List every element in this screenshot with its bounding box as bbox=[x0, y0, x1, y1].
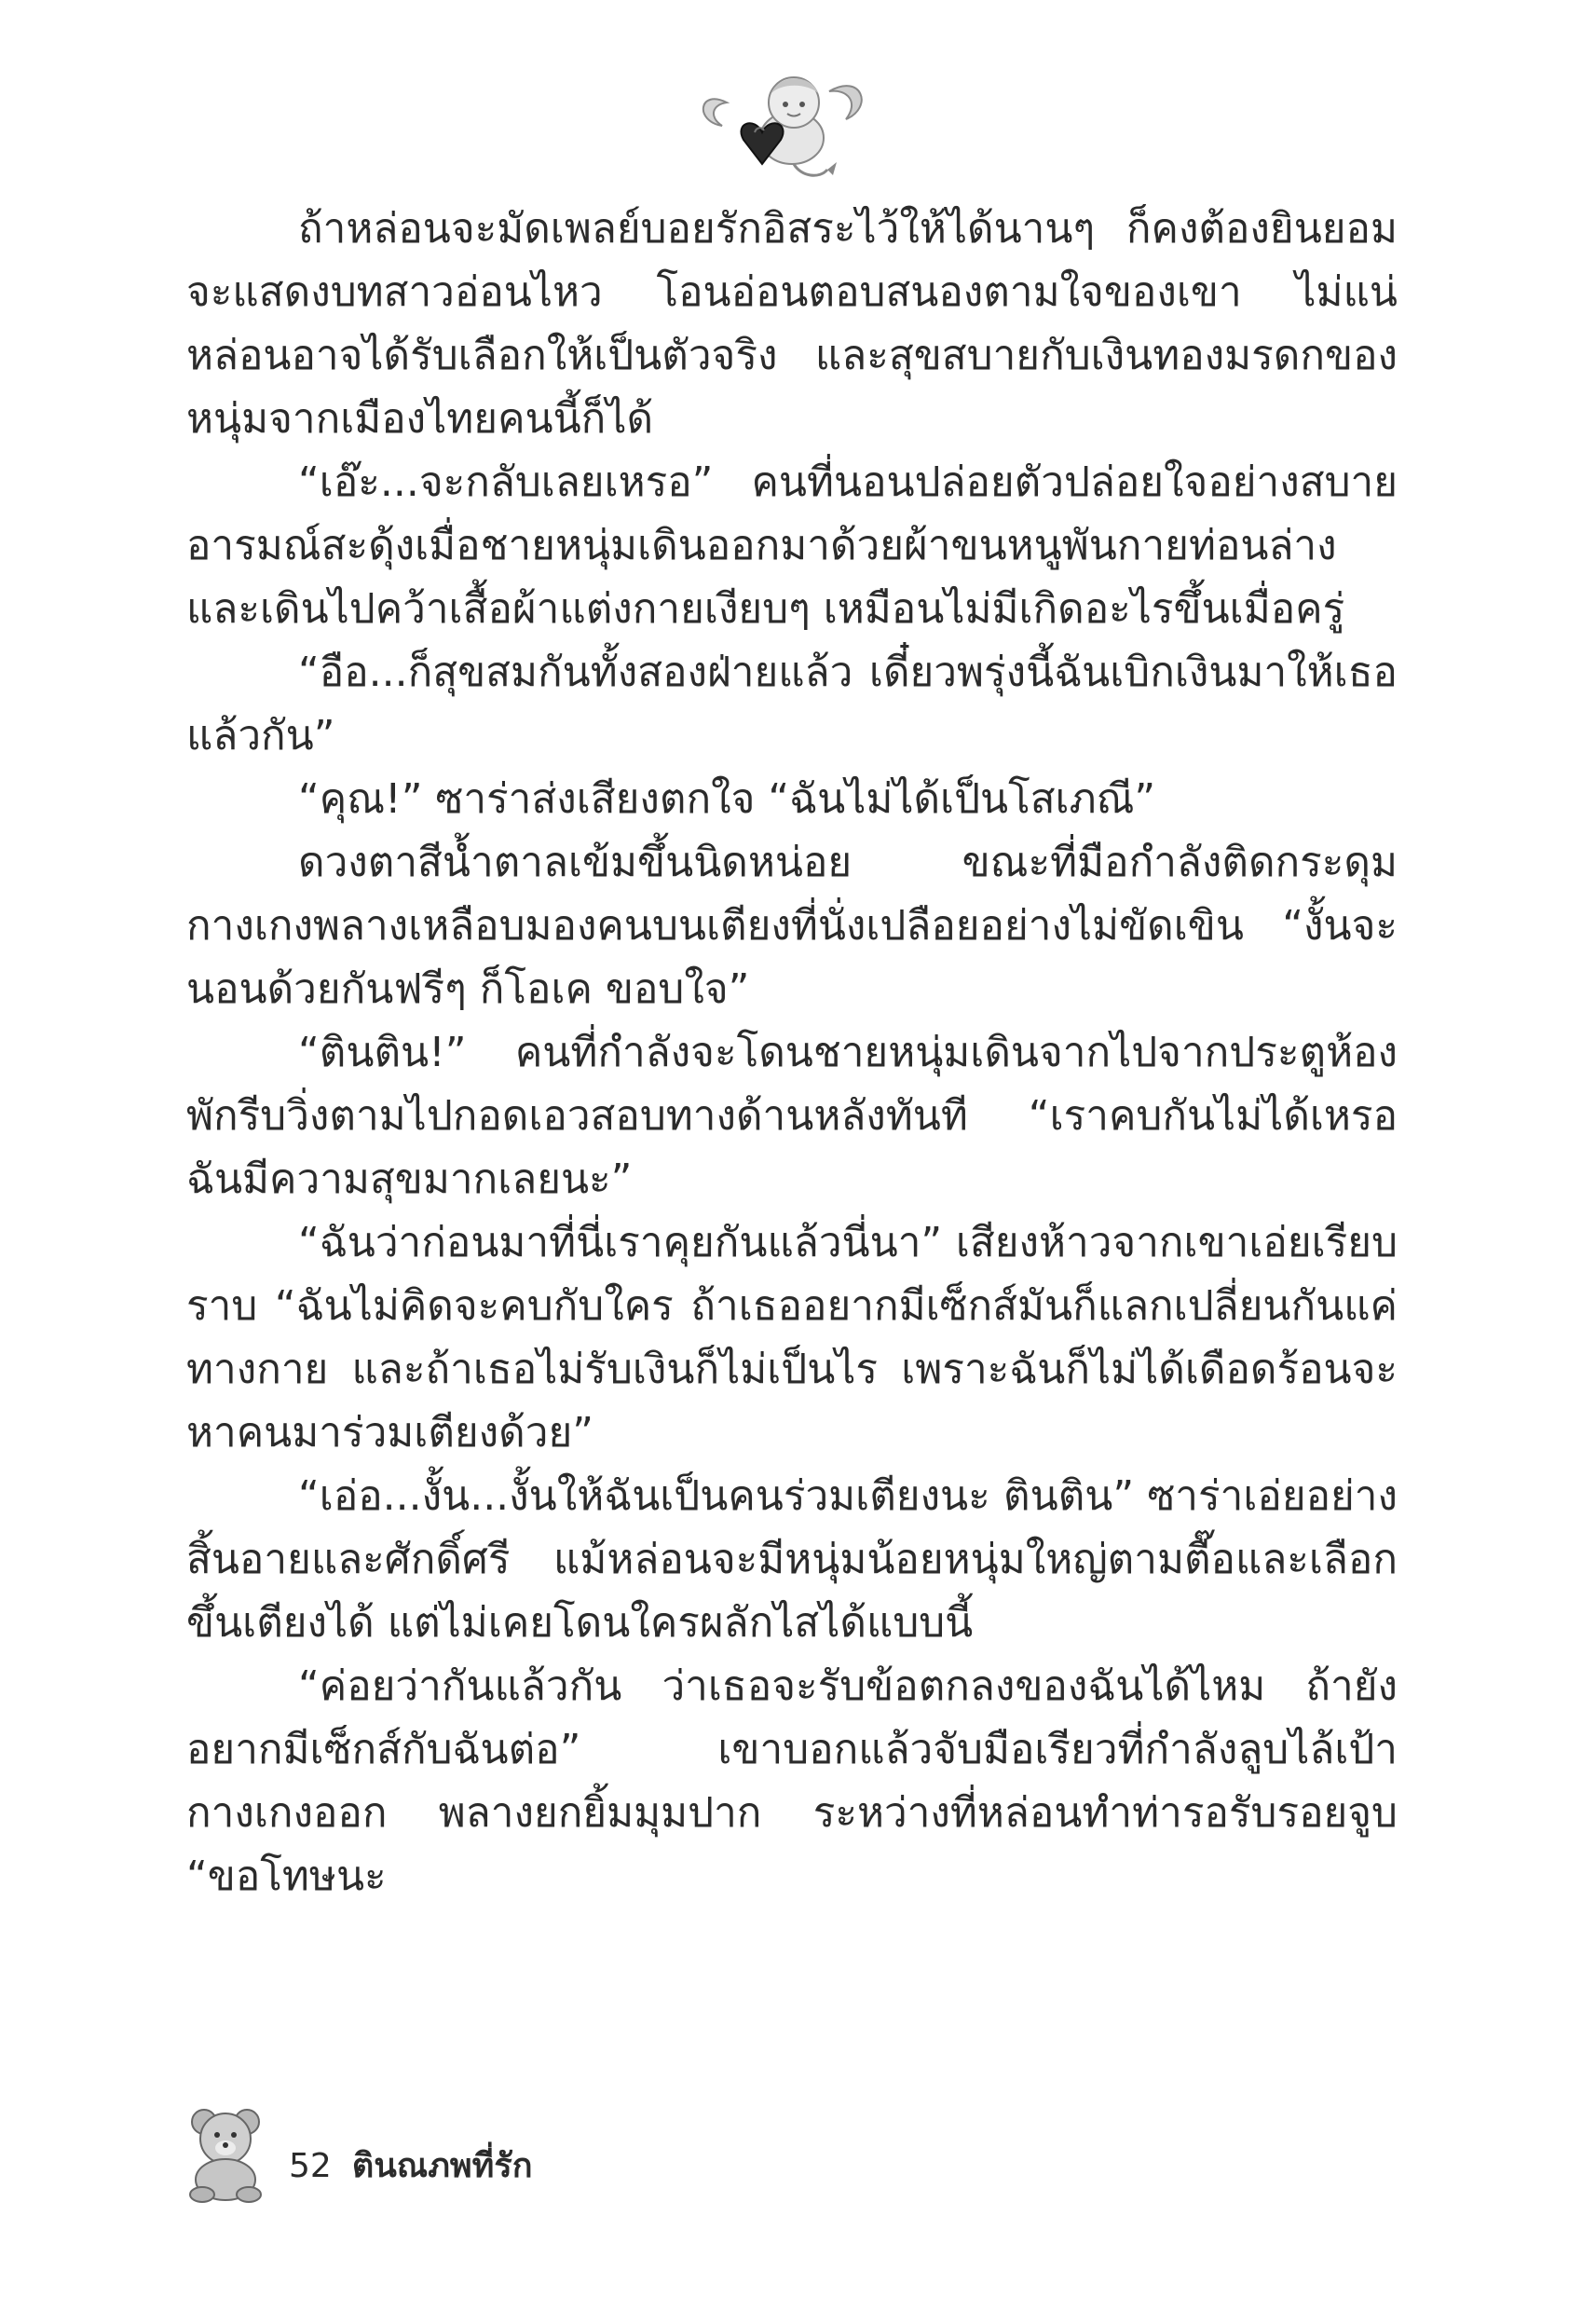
paragraph: “เอ๊ะ...จะกลับเลยเหรอ” คนที่นอนปล่อยตัวปล่อยใจอย่างสบายอารมณ์สะดุ้งเมื่อชายหนุ่มเดินออกมาด้วยผ้าขนหนูพันกายท่อนล่างและเดินไปคว้าเสื้อผ้าแต่งกายเงียบๆ เหมือนไม่มีเกิดอะไรขึ้นเมื่อครู่ bbox=[186, 458, 1398, 633]
paragraph: “ค่อยว่ากันแล้วกัน ว่าเธอจะรับข้อตกลงของฉันได้ไหม ถ้ายังอยากมีเซ็กส์กับฉันต่อ” เขาบอกแล้วจับมือเรียวที่กำลังลูบไล้เป้ากางเกงออก พลางยกยิ้มมุมปาก ระหว่างที่หล่อนทำท่ารอรับรอยจูบ “ขอโทษนะ bbox=[186, 1662, 1398, 1900]
paragraph: “เอ่อ...งั้น...งั้นให้ฉันเป็นคนร่วมเตียงนะ ตินติน” ซาร่าเอ่ยอย่างสิ้นอายและศักดิ์ศรี แม้หล่อนจะมีหนุ่มน้อยหนุ่มใหญ่ตามตื๊อและเลือกขึ้นเตียงได้ แต่ไม่เคยโดนใครผลักไสได้แบบนี้ bbox=[186, 1472, 1398, 1647]
teddy-bear-icon bbox=[182, 2101, 275, 2204]
paragraph: “ตินติน!” คนที่กำลังจะโดนชายหนุ่มเดินจากไปจากประตูห้องพักรีบวิ่งตามไปกอดเอวสอบทางด้านหลังทันที “เราคบกันไม่ได้เหรอฉันมีความสุขมากเลยนะ” bbox=[186, 1029, 1398, 1203]
paragraph: “ฉันว่าก่อนมาที่นี่เราคุยกันแล้วนี่นา” เสียงห้าวจากเขาเอ่ยเรียบราบ “ฉันไม่คิดจะคบกับใคร ถ้าเธออยากมีเซ็กส์มันก็แลกเปลี่ยนกันแค่ทางกาย และถ้าเธอไม่รับเงินก็ไม่เป็นไร เพราะฉันก็ไม่ได้เดือดร้อนจะหาคนมาร่วมเตียงด้วย” bbox=[186, 1219, 1398, 1456]
page-number: 52 bbox=[289, 2147, 332, 2185]
paragraph: “อือ...ก็สุขสมกันทั้งสองฝ่ายแล้ว เดี๋ยวพรุ่งนี้ฉันเบิกเงินมาให้เธอแล้วกัน” bbox=[186, 649, 1398, 759]
paragraph: ดวงตาสีน้ำตาลเข้มขึ้นนิดหน่อย ขณะที่มือกำลังติดกระดุมกางเกงพลางเหลือบมองคนบนเตียงที่นั่งเปลือยอย่างไม่ขัดเขิน “งั้นจะนอนด้วยกันฟรีๆ ก็โอเค ขอบใจ” bbox=[186, 839, 1398, 1013]
paragraph: ถ้าหล่อนจะมัดเพลย์บอยรักอิสระไว้ให้ได้นานๆ ก็คงต้องยินยอมจะแสดงบทสาวอ่อนไหว โอนอ่อนตอบสนองตามใจของเขา ไม่แน่หล่อนอาจได้รับเลือกให้เป็นตัวจริง และสุขสบายกับเงินทองมรดกของหนุ่มจากเมืองไทยคนนี้ก็ได้ bbox=[186, 205, 1398, 443]
page-footer bbox=[182, 2101, 1020, 2213]
cupid-with-heart-icon bbox=[689, 65, 876, 186]
book-title: ตินณภพที่รัก bbox=[351, 2147, 533, 2185]
paragraph: “คุณ!” ซาร่าส่งเสียงตกใจ “ฉันไม่ได้เป็นโสเภณี” bbox=[298, 775, 1156, 823]
body-text bbox=[186, 198, 1398, 1908]
